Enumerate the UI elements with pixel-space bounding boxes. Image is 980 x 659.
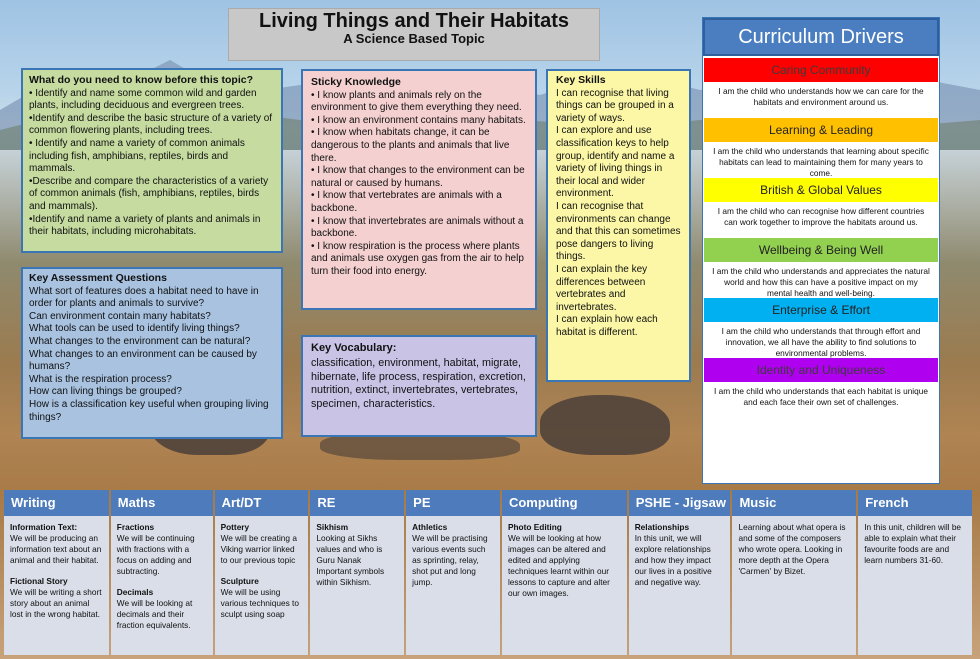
subject-body (111, 516, 213, 637)
prior-knowledge-item: • Identify and name some common wild and garden plants, including deciduous and evergreen trees. (29, 87, 257, 112)
key-vocabulary-heading: Key Vocabulary: (311, 342, 397, 354)
driver-label: Learning & Leading (704, 118, 938, 142)
subject-body (310, 516, 404, 594)
sticky-knowledge-item: • I know when habitats change, it can be dangerous to the plants and animals that live there. (311, 127, 510, 164)
assessment-question: What changes to an environment can be caused by humans? (29, 348, 257, 373)
subject-heading: Art/DT (215, 490, 309, 516)
sticky-knowledge-item: • I know that invertebrates are animals without a backbone. (311, 215, 524, 240)
subject-block-text: We will be practising various events such as sprinting, relay, shot put and long jump. (412, 533, 488, 587)
subject-block-text: We will be using various techniques to sculpt using soap (220, 587, 299, 619)
sticky-knowledge-item: • I know respiration is the process where plants and animals use oxygen gas from the air to help turn their food into energy. (311, 240, 524, 277)
subject-heading: French (858, 490, 972, 516)
driver-label: Wellbeing & Being Well (704, 238, 938, 262)
subject-body (502, 516, 627, 605)
page-subtitle: A Science Based Topic (343, 30, 485, 46)
prior-knowledge-box (21, 68, 283, 253)
subject-block-text: We will be creating a Viking warrior linked to our previous topic (220, 533, 297, 565)
title-box (228, 8, 600, 61)
subject-column (629, 490, 731, 655)
sticky-knowledge-item: • I know that vertebrates are animals with a backbone. (311, 190, 502, 214)
subject-block-title: Athletics (412, 522, 448, 532)
subject-column (502, 490, 627, 655)
assessment-questions-heading: Key Assessment Questions (29, 272, 167, 284)
driver-label: Enterprise & Effort (704, 298, 938, 322)
sticky-knowledge-item: • I know that changes to the environment can be natural or caused by humans. (311, 165, 525, 189)
driver-description: I am the child who can recognise how different countries can work together to improve the habitats around us. (717, 206, 925, 227)
subject-heading: Writing (4, 490, 109, 516)
subject-body (4, 516, 109, 626)
subject-column (406, 490, 500, 655)
subject-column (215, 490, 309, 655)
subject-block-title: Decimals (116, 587, 154, 597)
subject-block-title: Information Text: (10, 522, 78, 532)
subject-heading: Music (732, 490, 856, 516)
prior-knowledge-item: •Identify and name a variety of plants and animals in their habitats, including microhabitats. (29, 213, 261, 238)
background-elephant (540, 395, 670, 455)
block-spacer (221, 566, 303, 576)
prior-knowledge-item: • Identify and name a variety of common animals including fish, amphibians, reptiles, birds and mammals. (29, 137, 245, 175)
subject-column (732, 490, 856, 655)
driver-description: I am the child who understands that learning about specific habitats can lead to maintaining them for many years to come. (713, 146, 929, 178)
subject-block-text: We will be continuing with fractions with a focus on adding and subtracting. (116, 533, 195, 576)
key-skill: I can recognise that environments can change and that this can sometimes pose dangers to living things. (556, 200, 681, 263)
curriculum-drivers-heading: Curriculum Drivers (703, 18, 939, 56)
block-spacer (10, 566, 103, 576)
subject-block-text: We will be looking at decimals and their fraction equivalents. (116, 598, 193, 630)
prior-knowledge-heading: What do you need to know before this topic? (29, 74, 253, 86)
subject-block-title: Relationships (634, 522, 690, 532)
assessment-question: What changes to the environment can be natural? (29, 335, 251, 347)
subject-block-text: We will be producing an information text about an animal and their habitat. (10, 533, 102, 565)
subject-column (858, 490, 972, 655)
assessment-question: What tools can be used to identify living things? (29, 323, 240, 335)
key-skills-box (546, 69, 691, 382)
subject-heading: Maths (111, 490, 213, 516)
subject-block-text: Learning about what opera is and some of the composers who wrote opera. Looking in more depth at the Opera 'Carmen' by Bizet. (738, 522, 846, 576)
key-skill: I can explore and use classification keys to help group, identify and name a variety of living things in their local and wider environment. (556, 125, 675, 200)
subject-heading: PE (406, 490, 500, 516)
subject-column (4, 490, 109, 655)
key-skill: I can explain the key differences between vertebrates and invertebrates. (556, 263, 648, 313)
assessment-question: What is the respiration process? (29, 373, 172, 385)
subject-body (858, 516, 972, 572)
subject-heading: Computing (502, 490, 627, 516)
assessment-question: What sort of features does a habitat need to have in order for plants and animals to survive? (29, 285, 259, 310)
subject-block-title: Fictional Story (10, 576, 68, 586)
subjects-row (4, 490, 972, 655)
driver-list (703, 58, 939, 416)
subject-block-title: Sculpture (220, 576, 259, 586)
prior-knowledge-item: •Identify and describe the basic structure of a variety of common flowering plants, including trees. (29, 112, 273, 137)
subject-body (629, 516, 731, 594)
sticky-knowledge-item: • I know an environment contains many habitats. (311, 114, 526, 126)
assessment-question: How is a classification key useful when grouping living things? (29, 398, 269, 423)
driver-description: I am the child who understands how we can care for the habitats and environment around us. (718, 86, 924, 107)
key-vocabulary-box (301, 335, 537, 437)
assessment-question: How can living things be grouped? (29, 386, 182, 398)
prior-knowledge-item: •Describe and compare the characteristics of a variety of common animals (fish, amphibians, reptiles, birds and mammals). (29, 175, 269, 212)
driver-description: I am the child who understands and appreciates the natural world and how this can have a positive impact on my mental health and well-being. (712, 266, 930, 298)
subject-block-text: We will be looking at how images can be altered and edited and applying techniques learnt within our lessons to capture and alter our own images. (507, 533, 610, 598)
assessment-questions-box (21, 267, 283, 439)
subject-block-title: Sikhism (316, 522, 349, 532)
subject-body (732, 516, 856, 583)
sticky-knowledge-box (301, 69, 537, 310)
subject-block-text: In this unit, we will explore relationships and how they impact our lives in a positive and negative way. (634, 533, 712, 587)
assessment-question: Can environment contain many habitats? (29, 310, 211, 322)
page-title: Living Things and Their Habitats (258, 10, 570, 32)
subject-column (111, 490, 213, 655)
subject-body (215, 516, 309, 626)
subject-block-text: We will be writing a short story about an animal lost in the wrong habitat. (10, 587, 102, 619)
subject-column (310, 490, 404, 655)
key-vocabulary-text: classification, environment, habitat, migrate, hibernate, life process, respiration, excretion, nutrition, extinct, invertebrates, vertebrates, specimen, characteristics. (311, 356, 526, 411)
subject-body (406, 516, 500, 594)
driver-label: Caring Community (704, 58, 938, 82)
key-skill: I can explain how each habitat is different. (556, 314, 658, 338)
subject-block-text: Looking at Sikhs values and who is Guru Nanak Important symbols within Sikhism. (316, 533, 385, 587)
subject-heading: PSHE - Jigsaw (629, 490, 731, 516)
curriculum-drivers-panel (702, 17, 940, 484)
key-skill: I can recognise that living things can be grouped in a variety of ways. (556, 87, 674, 124)
block-spacer (117, 577, 207, 587)
key-skills-heading: Key Skills (556, 74, 606, 86)
driver-description: I am the child who understands that through effort and innovation, we all have the ability to find solutions to environmental problems. (721, 326, 921, 358)
driver-label: British & Global Values (704, 178, 938, 202)
subject-heading: RE (310, 490, 404, 516)
subject-block-text: In this unit, children will be able to explain what their favourite foods are and learn numbers 31-60. (864, 522, 962, 565)
driver-description: I am the child who understands that each habitat is unique and each face their own set of challenges. (713, 386, 928, 407)
subject-block-title: Pottery (220, 522, 250, 532)
subject-block-title: Fractions (116, 522, 155, 532)
sticky-knowledge-item: • I know plants and animals rely on the environment to give them everything they need. (311, 89, 522, 114)
subject-block-title: Photo Editing (507, 522, 562, 532)
sticky-knowledge-heading: Sticky Knowledge (311, 76, 401, 88)
driver-label: Identity and Uniqueness (704, 358, 938, 382)
